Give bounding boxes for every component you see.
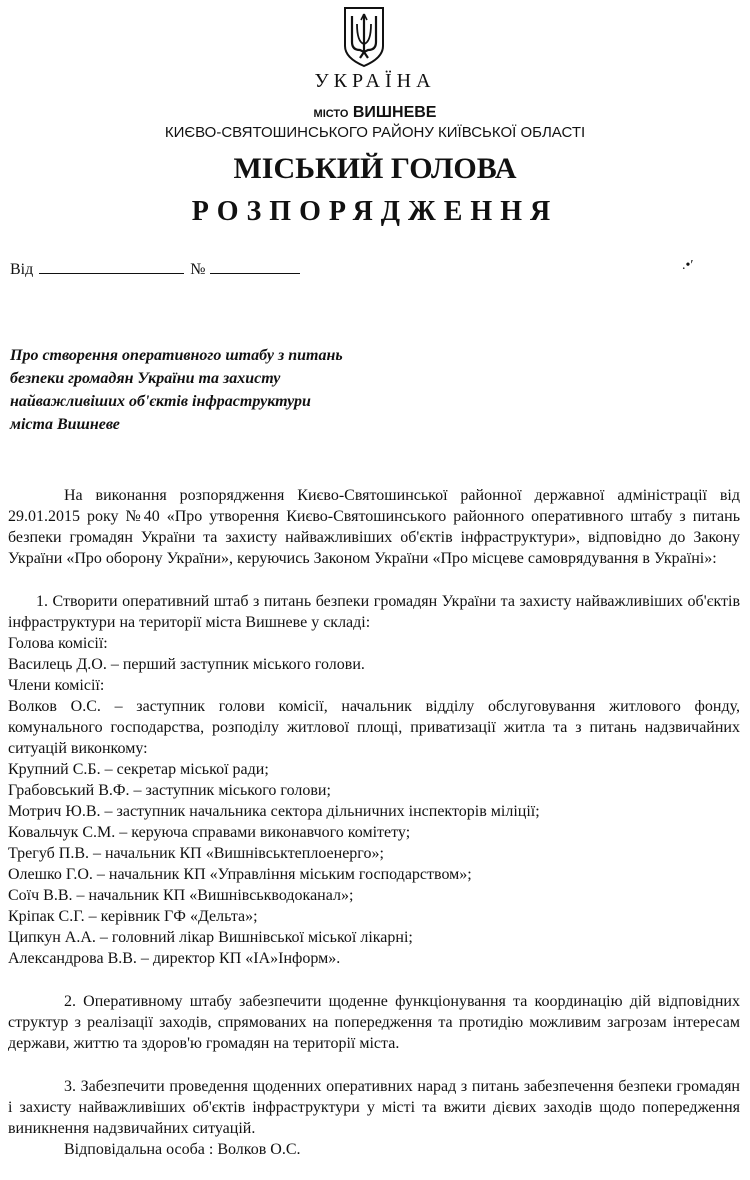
city-title: ВИШНЕВЕ bbox=[352, 104, 437, 121]
head-label: Голова комісії: bbox=[8, 635, 108, 652]
document-type: РОЗПОРЯДЖЕННЯ bbox=[191, 196, 559, 227]
member-item: Александрова В.В. – директор КП «ІА»Інформ». bbox=[8, 950, 341, 967]
member-item: Кріпак С.Г. – керівник ГФ «Дельта»; bbox=[8, 908, 258, 925]
member-item: Ципкун А.А. – головний лікар Вишнівської міської лікарні; bbox=[8, 929, 413, 946]
number-blank bbox=[210, 259, 300, 274]
head-person: Василець Д.О. – перший заступник міського голови. bbox=[8, 656, 365, 673]
member-item: Грабовський В.Ф. – заступник міського голови; bbox=[8, 782, 331, 799]
document-subject: Про створення оперативного штабу з питань безпеки громадян України та захисту найважливіших об'єктів інфраструктури міста Вишневе bbox=[10, 347, 343, 433]
date-number-line bbox=[10, 259, 300, 279]
district-name: КИЄВО-СВЯТОШИНСЬКОГО РАЙОНУ КИЇВСЬКОЇ ОБЛАСТІ bbox=[164, 124, 586, 141]
stray-mark: .•′ bbox=[682, 258, 694, 273]
date-blank bbox=[39, 259, 184, 274]
member-item: Трегуб П.В. – начальник КП «Вишнівськтеплоенерго»; bbox=[8, 845, 384, 862]
member-item: Крупний С.Б. – секретар міської ради; bbox=[8, 761, 269, 778]
member-item: Соїч В.В. – начальник КП «Вишнівськводоканал»; bbox=[8, 887, 354, 904]
members-label: Члени комісії: bbox=[8, 677, 105, 694]
city-prefix: МІСТО bbox=[313, 108, 349, 120]
country-name: УКРАЇНА bbox=[314, 70, 436, 92]
preamble: На виконання розпорядження Києво-Святошинської районної державної адміністрації від 29.01.2015 року №40 «Про утворення Києво-Святошинського районного оперативного штабу з питань безпеки громадян України та захисту найважливіших об'єктів інфраструктури», відповідно до Закону України «Про оборону України», керуючись Законом України «Про місцеве самоврядування в Україні»: bbox=[8, 487, 740, 567]
member-item: Олешко Г.О. – начальник КП «Управління міським господарством»; bbox=[8, 866, 472, 883]
date-label: Від bbox=[10, 261, 34, 278]
member-item: Мотрич Ю.В. – заступник начальника сектора дільничних інспекторів міліції; bbox=[8, 803, 540, 820]
trident-icon bbox=[341, 6, 387, 68]
item-2-text: 2. Оперативному штабу забезпечити щоденне функціонування та координацію дій відповідних структур з реалізації заходів, спрямованих на попередження та протидію можливим загрозам інтересам держави, життю та здоров'ю громадян на території міста. bbox=[8, 993, 740, 1052]
city-name bbox=[0, 104, 750, 122]
authority-title: МІСЬКИЙ ГОЛОВА bbox=[233, 152, 517, 185]
document-body bbox=[8, 485, 740, 1160]
responsible-person: Відповідальна особа : Волков О.С. bbox=[64, 1141, 301, 1158]
number-label: № bbox=[190, 261, 206, 278]
member-item: Ковальчук С.М. – керуюча справами виконавчого комітету; bbox=[8, 824, 411, 841]
item-1-text: 1. Створити оперативний штаб з питань безпеки громадян України та захисту найважливіших об'єктів інфраструктури на території міста Вишневе у складі: bbox=[8, 593, 740, 631]
item-3-text: 3. Забезпечити проведення щоденних оперативних нарад з питань забезпечення безпеки громадян і захисту найважливіших об'єктів інфраструктури у місті та вжити дієвих заходів щодо попередження виникнення надзвичайних ситуацій. bbox=[8, 1078, 740, 1137]
member-item: Волков О.С. – заступник голови комісії, начальник відділу обслуговування житлового фонду, комунального господарства, розподілу житлової площі, приватизації житла та з питань надзвичайних ситуацій виконкому: bbox=[8, 698, 740, 757]
